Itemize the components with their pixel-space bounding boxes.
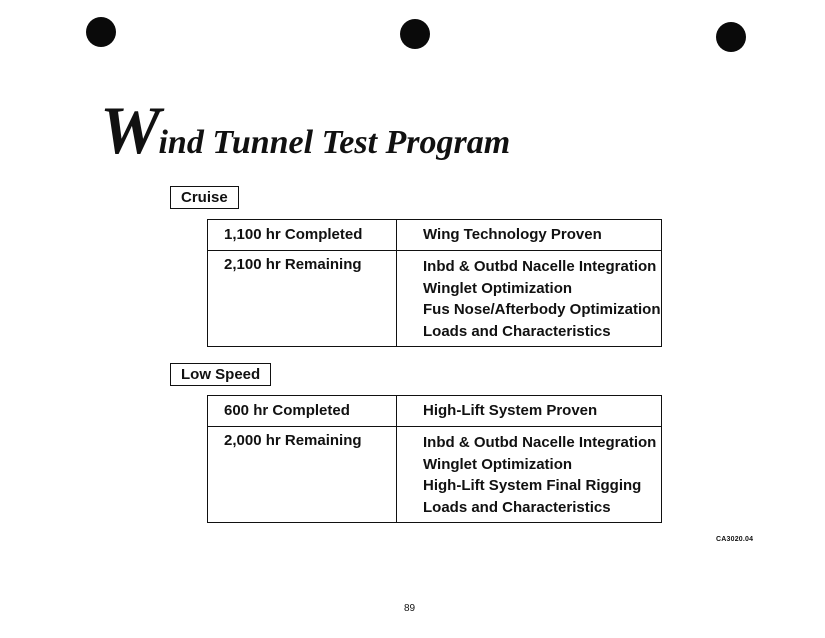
list-item: Inbd & Outbd Nacelle Integration	[423, 258, 657, 275]
low-speed-remaining-items	[397, 427, 662, 523]
low-speed-remaining-cell	[208, 427, 397, 523]
list-item: Loads and Characteristics	[423, 498, 611, 516]
cruise-remaining-items	[397, 251, 662, 347]
list-item: Winglet Optimization	[423, 279, 573, 297]
punch-hole	[400, 19, 430, 49]
cruise-table	[207, 219, 662, 347]
low-speed-completed-result: High-Lift System Proven	[397, 396, 662, 427]
low-speed-table	[207, 395, 662, 523]
page-title	[100, 92, 511, 168]
table-row	[208, 220, 662, 251]
low-speed-remaining-hours: 2,000 hr Remaining	[224, 432, 362, 449]
list-item: Loads and Characteristics	[423, 322, 611, 340]
list-item: Winglet Optimization	[423, 455, 573, 473]
list-item: Fus Nose/Afterbody Optimization	[423, 301, 661, 318]
cruise-completed-result: Wing Technology Proven	[397, 220, 662, 251]
title-text: ind Tunnel Test Program	[158, 124, 511, 161]
punch-hole	[716, 22, 746, 52]
cruise-completed-hours: 1,100 hr Completed	[208, 220, 397, 251]
page-number: 89	[404, 603, 416, 614]
title-initial-letter: W	[100, 92, 157, 168]
punch-hole	[86, 17, 116, 47]
section-label-cruise: Cruise	[170, 186, 239, 209]
table-row	[208, 396, 662, 427]
table-row	[208, 251, 662, 347]
table-row	[208, 427, 662, 523]
section-label-low-speed: Low Speed	[170, 363, 271, 386]
list-item: High-Lift System Final Rigging	[423, 477, 642, 494]
cruise-remaining-cell	[208, 251, 397, 347]
cruise-remaining-hours: 2,100 hr Remaining	[224, 256, 362, 273]
low-speed-completed-hours: 600 hr Completed	[208, 396, 397, 427]
list-item: Inbd & Outbd Nacelle Integration	[423, 434, 657, 451]
document-code: CA3020.04	[716, 536, 754, 543]
